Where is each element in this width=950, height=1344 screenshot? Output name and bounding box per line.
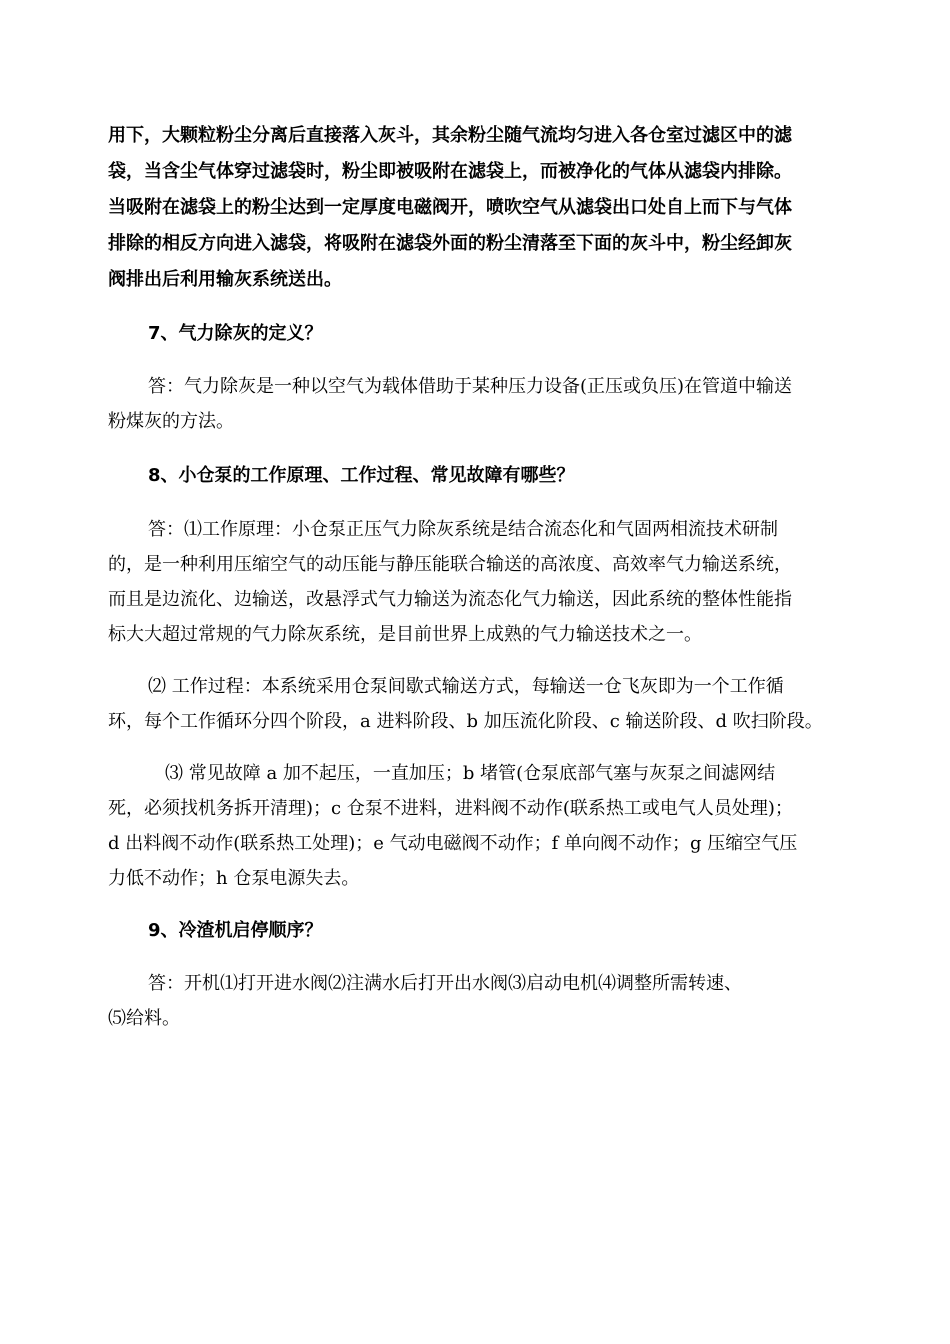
q7-answer-line-2: 粉煤灰的方法。 [108, 411, 234, 432]
q8-faults-line-2: 死，必须找机务拆开清理)；c 仓泵不进料，进料阀不动作(联系热工或电气人员处理)； [108, 798, 793, 819]
q8-faults-line-1: ⑶ 常见故障 a 加不起压，一直加压；b 堵管(仓泵底部气塞与灰泵之间滤网结 [165, 763, 776, 784]
q8-principle-line-3: 而且是边流化、边输送，改悬浮式气力输送为流态化气力输送，因此系统的整体性能指 [108, 589, 792, 610]
q7-title: 7、气力除灰的定义？ [148, 323, 323, 344]
q8-faults-line-3: d 出料阀不动作(联系热工处理)；e 气动电磁阀不动作；f 单向阀不动作；g 压缩空气压 [108, 833, 798, 854]
q8-principle-line-2: 的，是一种利用压缩空气的动压能与静压能联合输送的高浓度、高效率气力输送系统， [108, 554, 792, 575]
intro-line-3: 当吸附在滤袋上的粉尘达到一定厚度电磁阀开，喷吹空气从滤袋出口处自上而下与气体 [108, 197, 792, 218]
q9-answer-line-2: ⑸给料。 [108, 1008, 180, 1029]
q8-principle-line-1: 答：⑴工作原理：小仓泵正压气力除灰系统是结合流态化和气固两相流技术研制 [148, 519, 778, 540]
q9-answer-line-1: 答：开机⑴打开进水阀⑵注满水后打开出水阀⑶启动电机⑷调整所需转速、 [148, 973, 742, 994]
q8-title: 8、小仓泵的工作原理、工作过程、常见故障有哪些？ [148, 465, 575, 486]
intro-line-4: 排除的相反方向进入滤袋，将吸附在滤袋外面的粉尘清落至下面的灰斗中，粉尘经卸灰 [108, 233, 792, 254]
q8-process-line-1: ⑵ 工作过程：本系统采用仓泵间歇式输送方式，每输送一仓飞灰即为一个工作循 [148, 676, 784, 697]
intro-line-2: 袋，当含尘气体穿过滤袋时，粉尘即被吸附在滤袋上，而被净化的气体从滤袋内排除。 [108, 161, 792, 182]
q8-faults-line-4: 力低不动作；h 仓泵电源失去。 [108, 868, 360, 889]
intro-line-5: 阀排出后利用输灰系统送出。 [108, 269, 342, 290]
q9-title: 9、冷渣机启停顺序？ [148, 920, 323, 941]
q8-process-line-2: 环，每个工作循环分四个阶段，a 进料阶段、b 加压流化阶段、c 输送阶段、d 吹扫阶段。 [108, 711, 823, 732]
intro-line-1: 用下，大颗粒粉尘分离后直接落入灰斗，其余粉尘随气流均匀进入各仓室过滤区中的滤 [108, 125, 792, 146]
q7-answer-line-1: 答：气力除灰是一种以空气为载体借助于某种压力设备(正压或负压)在管道中输送 [148, 376, 793, 397]
q8-principle-line-4: 标大大超过常规的气力除灰系统，是目前世界上成熟的气力输送技术之一。 [108, 624, 702, 645]
